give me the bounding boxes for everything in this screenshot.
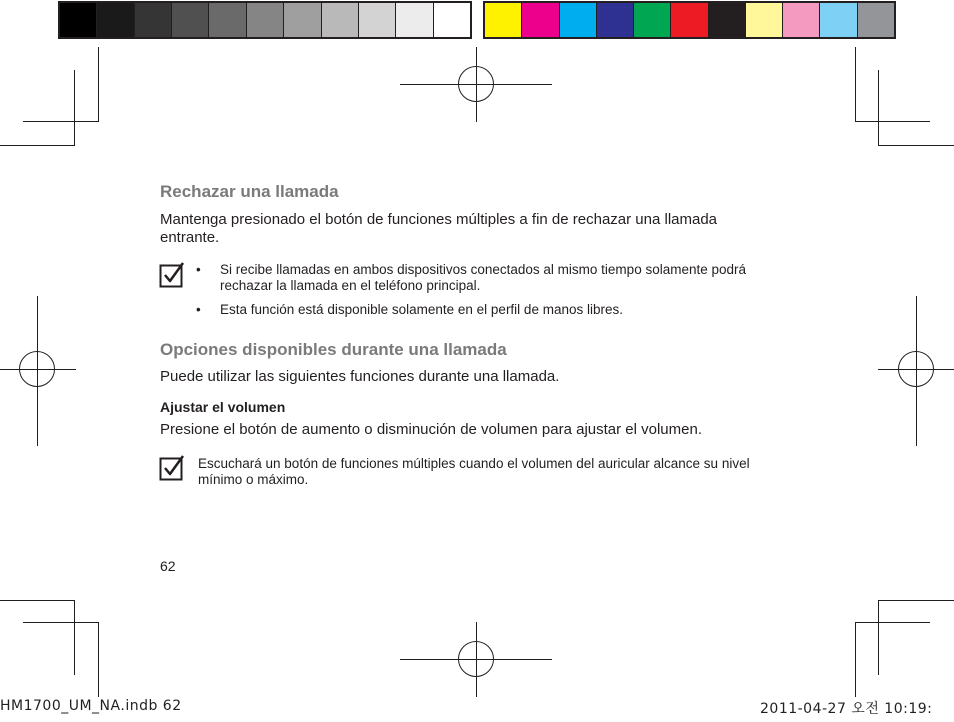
color-swatch [820,3,857,37]
color-swatch [560,3,597,37]
crop-mark [878,70,879,145]
checkbox-note-icon [159,455,185,481]
slug-timestamp: 2011-04-27 오전 10:19: [760,701,933,717]
color-swatch [284,3,321,37]
color-swatch [746,3,783,37]
color-swatch [135,3,172,37]
crop-mark [23,121,98,122]
color-swatch [783,3,820,37]
registration-circle [898,351,934,387]
color-swatch [396,3,433,37]
color-swatch [709,3,746,37]
checkbox-note-icon [159,262,185,288]
registration-circle [458,66,494,102]
crop-mark [0,145,75,146]
paragraph: Mantenga presionado el botón de funciones múltiples a fin de rechazar una llamada entrante. [160,211,718,246]
color-swatch [247,3,284,37]
color-swatch [485,3,522,37]
paragraph: Puede utilizar las siguientes funciones durante una llamada. [160,368,560,385]
color-bar [483,1,896,39]
crop-mark [23,622,98,623]
crop-mark [855,622,930,623]
list-item-text: Si recibe llamadas en ambos dispositivos conectados al mismo tiempo solamente podrá rechazar la llamada en el teléfono principal. [220,262,747,293]
color-swatch [671,3,708,37]
color-swatch [597,3,634,37]
color-swatch [634,3,671,37]
color-swatch [60,3,97,37]
color-swatch [434,3,470,37]
note-text: Escuchará un botón de funciones múltiples cuando el volumen del auricular alcance su nivel mínimo o máximo. [198,456,750,487]
crop-mark [878,600,954,601]
color-swatch [97,3,134,37]
crop-mark [855,121,930,122]
crop-mark [98,47,99,122]
color-swatch [522,3,559,37]
crop-mark [855,47,856,122]
crop-mark [98,622,99,697]
list-item [196,262,796,294]
color-swatch [172,3,209,37]
registration-circle [458,641,494,677]
registration-circle [19,351,55,387]
section-heading: Opciones disponibles durante una llamada [160,340,507,359]
list-item-text: Esta función está disponible solamente en el perfil de manos libres. [220,302,623,317]
grayscale-bar [58,1,472,39]
slug-file: HM1700_UM_NA.indb 62 [0,698,182,714]
paragraph: Presione el botón de aumento o disminución de volumen para ajustar el volumen. [160,421,702,438]
crop-mark [878,600,879,675]
subheading: Ajustar el volumen [160,399,286,415]
crop-mark [855,622,856,697]
color-swatch [209,3,246,37]
color-swatch [858,3,894,37]
crop-mark [0,600,75,601]
color-swatch [359,3,396,37]
crop-mark [74,70,75,145]
list-item [196,302,796,318]
page-number: 62 [160,558,176,574]
section-heading: Rechazar una llamada [160,182,339,201]
color-swatch [322,3,359,37]
bullet-icon: • [196,262,201,277]
bullet-icon: • [196,302,201,317]
crop-mark [878,145,954,146]
crop-mark [74,600,75,675]
